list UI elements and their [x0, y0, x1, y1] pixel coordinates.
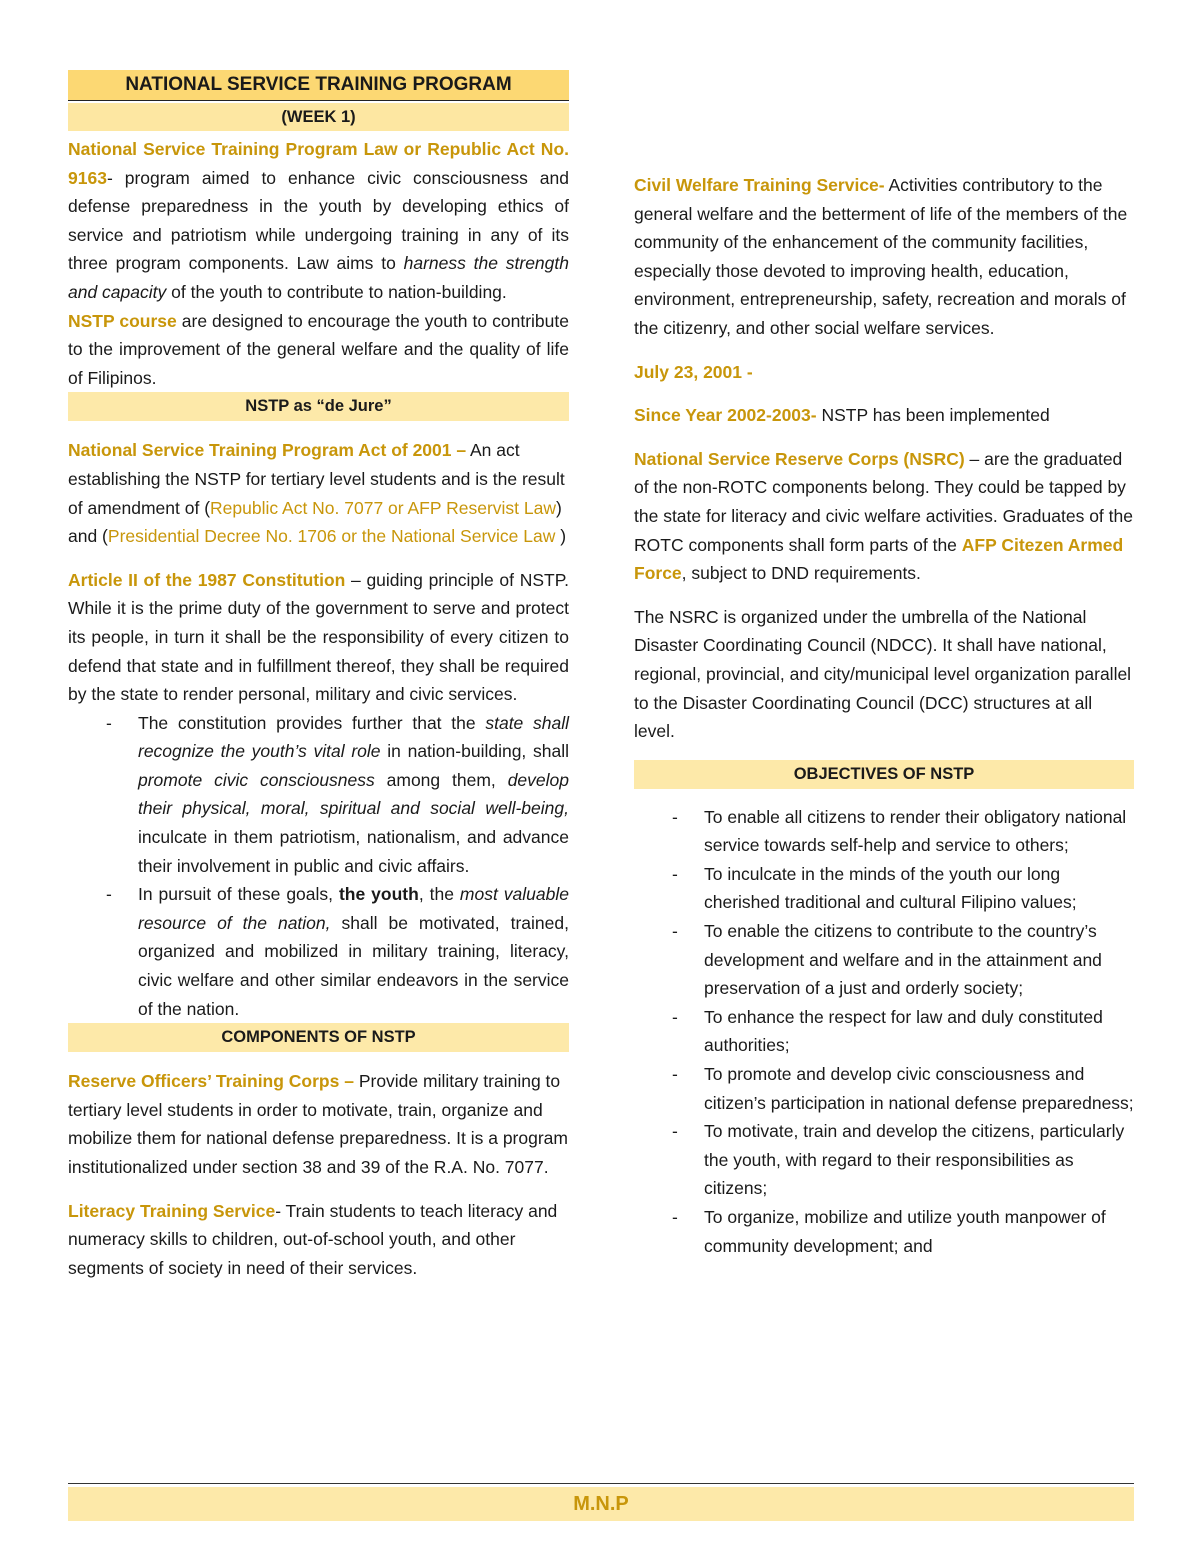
july-date: July 23, 2001 - [634, 361, 753, 382]
list-item: - To motivate, train and develop the citizens, particularly the youth, with regard to their responsibilities as citizens; [672, 1121, 1125, 1199]
list-item: - The constitution provides further that the state shall recognize the youth’s vital role in nation-building, shall promote civic consciousness among them, develop their physical, moral, spiritual and social well-being, inculcate in them patriotism, nationalism, and advance their involvement in public and civic affairs. [106, 712, 570, 876]
left-column [68, 70, 569, 1282]
cwts-term: Civil Welfare Training Service- [634, 175, 885, 195]
afp-citizen-armed-force: AFP Citezen Armed Force [634, 534, 1124, 584]
list-item: - To enhance the respect for law and duly constituted authorities; [672, 1006, 1103, 1056]
list-item: - To enable all citizens to render their obligatory national service towards self-help and service to others; [672, 806, 1127, 856]
objectives-list [634, 803, 1134, 1261]
constitution-bullets [68, 709, 569, 1024]
ra7077-reference: Republic Act No. 7077 or AFP Reservist Law [210, 497, 556, 518]
nsrc-organization-paragraph: The NSRC is organized under the umbrella of the National Disaster Coordinating Council (NDCC). It shall have national, regional, provincial, and city/municipal level organization parallel to the Disaster Coordinating Council (DCC) structures at all level. [634, 606, 1132, 742]
objectives-heading: OBJECTIVES OF NSTP [634, 760, 1134, 789]
footer-divider [68, 1483, 1134, 1484]
lts-paragraph: Literacy Training Service- Train students to teach literacy and numeracy skills to children, out-of-school youth, and other segments of society in need of their services. [68, 1200, 558, 1278]
act2001-term: National Service Training Program Act of 2001 – [68, 440, 467, 461]
right-column [634, 70, 1134, 1260]
act2001-paragraph: National Service Training Program Act of 2001 – An act establishing the NSTP for tertiary level students and is the result of amendment of (Republic Act No. 7077 or AFP Reservist Law) and (Presidential Decree No. 1706 or the National Service Law ) [68, 440, 567, 547]
components-heading: COMPONENTS OF NSTP [68, 1023, 569, 1052]
nstp-course-term: NSTP course [68, 310, 177, 331]
nsrc-paragraph: National Service Reserve Corps (NSRC) – are the graduated of the non-ROTC components belong. They could be tapped by the state for literacy and civic welfare activities. Graduates of the ROTC components shall form parts of the AFP Citezen Armed Force, subject to DND requirements. [634, 448, 1133, 584]
since-paragraph: Since Year 2002-2003- NSTP has been implemented [634, 405, 1050, 426]
document-title: NATIONAL SERVICE TRAINING PROGRAM [68, 70, 569, 101]
ra9163-term: National Service Training Program Law or Republic Act No. 9163 [68, 139, 569, 188]
list-item: - To promote and develop civic consciousness and citizen’s participation in national defense preparedness; [672, 1064, 1134, 1113]
article2-paragraph: Article II of the 1987 Constitution – guiding principle of NSTP. While it is the prime duty of the government to serve and protect its people, in turn it shall be the responsibility of every citizen to defend that state and in fulfillment thereof, they shall be required by the state to render personal, military and civic services. [68, 569, 569, 705]
article2-term: Article II of the 1987 Constitution [68, 569, 346, 590]
list-item: - To enable the citizens to contribute to the country’s development and welfare and in the attainment and preservation of a just and orderly society; [672, 921, 1102, 999]
nstp-course-paragraph: NSTP course are designed to encourage the youth to contribute to the improvement of the general welfare and the quality of life of Filipinos. [68, 310, 569, 388]
dejure-heading: NSTP as “de Jure” [68, 392, 569, 421]
footer-initials: M.N.P [68, 1487, 1134, 1521]
lts-term: Literacy Training Service [68, 1200, 276, 1221]
week-label: (WEEK 1) [68, 103, 569, 131]
pd1706-reference: Presidential Decree No. 1706 or the National Service Law [107, 526, 556, 547]
rotc-paragraph: Reserve Officers’ Training Corps – Provide military training to tertiary level students in order to motivate, train, organize and mobilize them for national defense preparedness. It is a program institutionalized under section 38 and 39 of the R.A. No. 7077. [68, 1071, 568, 1177]
list-item: - In pursuit of these goals, the youth, the most valuable resource of the nation, shall be motivated, trained, organized and mobilized in military training, literacy, civic welfare and other similar endeavors in the service of the nation. [106, 884, 569, 1019]
cwts-paragraph: Civil Welfare Training Service- Activities contributory to the general welfare and the betterment of life of the members of the community of the enhancement of the community facilities, especially those devoted to improving health, education, environment, entrepreneurship, safety, recreation and morals of the citizenry, and other social welfare services. [634, 175, 1128, 338]
ra9163-paragraph: National Service Training Program Law or Republic Act No. 9163- program aimed to enhance civic consciousness and defense preparedness in the youth by developing ethics of service and patriotism while undergoing training in any of its three program components. Law aims to harness the strength and capacity of the youth to contribute to nation-building. [68, 139, 569, 302]
list-item: - To organize, mobilize and utilize youth manpower of community development; and [672, 1207, 1106, 1256]
list-item: - To inculcate in the minds of the youth our long cherished traditional and cultural Filipino values; [672, 863, 1077, 913]
rotc-term: Reserve Officers’ Training Corps – [68, 1071, 354, 1092]
nsrc-term: National Service Reserve Corps (NSRC) [634, 448, 965, 469]
since-term: Since Year 2002-2003- [634, 405, 817, 426]
